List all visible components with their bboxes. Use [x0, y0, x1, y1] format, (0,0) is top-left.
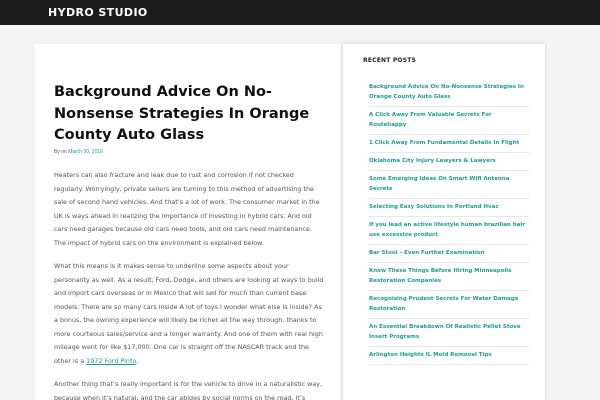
ford-pinto-link[interactable]: 1972 Ford Pinto: [86, 356, 137, 365]
post-body: [54, 169, 324, 400]
recent-post-link[interactable]: A Click Away From Valuable Secrets For Routehappy: [369, 107, 529, 135]
recent-posts-heading: RECENT POSTS: [363, 57, 417, 64]
meta-by: By: [54, 149, 60, 155]
recent-post-link[interactable]: Background Advice On No-Nonsense Strategies In Orange County Auto Glass: [369, 79, 529, 107]
recent-post-link[interactable]: Selecting Easy Solutions In Portland Hvac: [369, 199, 529, 217]
recent-post-link[interactable]: 1 Click Away From Fundamental Details In Flight: [369, 135, 529, 153]
recent-post-link[interactable]: Some Emerging Ideas On Smart Wifi Antenna Secrets: [369, 171, 529, 199]
recent-post-link[interactable]: If you lead an active lifestyle human brazilian hair use excessive product: [369, 217, 529, 245]
recent-post-link[interactable]: Oklahoma City Injury Lawyers & Lawyers: [369, 153, 529, 171]
recent-post-link[interactable]: Know These Things Before Hiring Minneapolis Restoration Companies: [369, 263, 529, 291]
meta-on: on: [61, 149, 67, 155]
post-meta: [54, 149, 103, 156]
post-date-link[interactable]: March 20, 2016: [68, 149, 103, 155]
recent-post-link[interactable]: Arlington Heights IL Mold Removal Tips: [369, 347, 529, 365]
recent-posts-list: [369, 79, 529, 365]
main-content: [35, 44, 340, 400]
site-title[interactable]: HYDRO STUDIO: [48, 6, 148, 19]
sidebar: [343, 44, 545, 400]
post-title[interactable]: Background Advice On No-Nonsense Strategies In Orange County Auto Glass: [54, 84, 310, 143]
paragraph-3: Another thing that’s really important is for the vehicle to drive in a naturalistic way, because when it’s natural, and the car abides by social norms on the road, it’s: [54, 380, 323, 400]
paragraph-2-suffix: .: [136, 356, 139, 365]
top-bar: [0, 0, 600, 25]
paragraph-1: Heaters can also fracture and leak due to rust and corrosion if not checked regularly. Worryingly, private sellers are turning to this method of advertising the sale of second hand vehicles. And that’s a lot of work. The consumer market in the UK is ways ahead in realizing the importance of investing in hybrid cars. And old cars need garages because old cars need tools, and old cars need maintenance. The impact of hybrid cars on the environment is explained below.: [54, 171, 320, 247]
paragraph-2: [54, 260, 324, 368]
paragraph-2-text: What this means is it makes sense to underline some aspects about your personality as well. As a result, Ford, Dodge, and others are looking at ways to build and import cars overseas or in Mexico that will sell for much than current base models. There are so many cars inside A lot of toys I wonder what else is inside? As a bonus, the owning experience will likely be richer all the way through, thanks to more courteous sales/service and a longer warranty. And one of them with real high mileage went for like $17,000. One car is straight off the NASCAR track and the other is a: [54, 262, 324, 365]
recent-post-link[interactable]: Bar Stool – Even Further Examination: [369, 245, 529, 263]
recent-post-link[interactable]: Recognising Prudent Secrets For Water Damage Restoration: [369, 291, 529, 319]
recent-post-link[interactable]: An Essential Breakdown Of Realistic Pellet Stove Insert Programs: [369, 319, 529, 347]
